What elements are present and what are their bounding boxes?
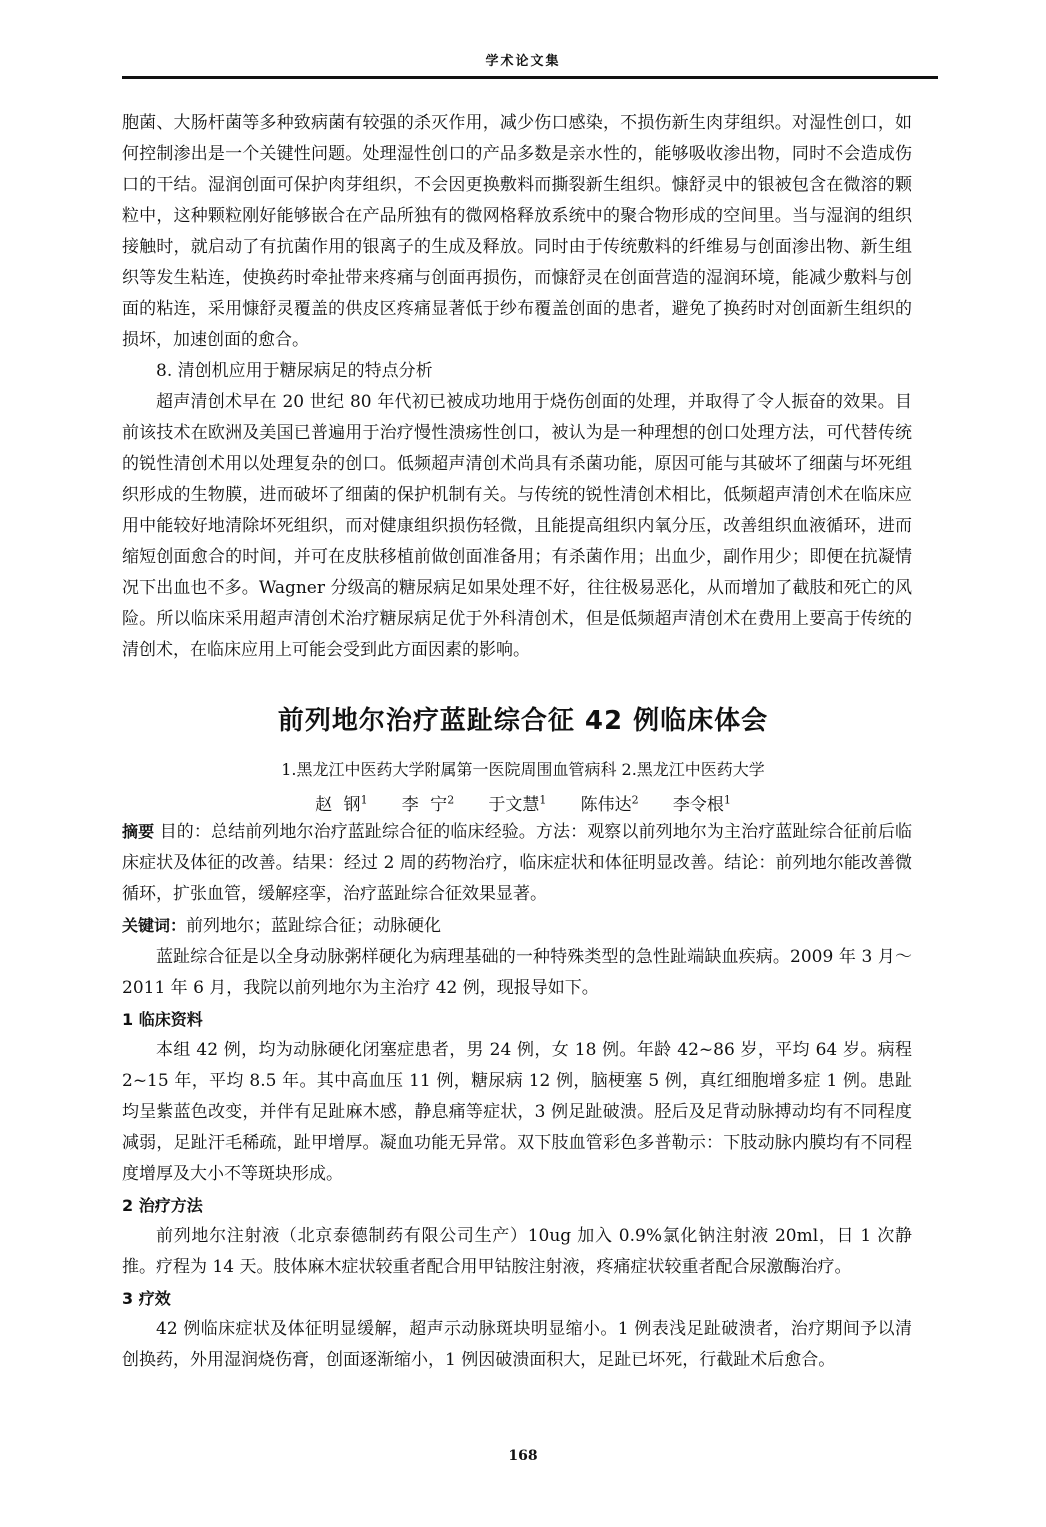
section-text: 本组 42 例，均为动脉硬化闭塞症患者，男 24 例，女 18 例。年龄 42~86 岁，平均 64 岁。病程 2~15 年，平均 8.5 年。其中高血压 11 例，糖尿病 12 例，脑梗塞 5 例，真红细胞增多症 1 例。患趾均呈紫蓝色改变，并伴有足趾麻木感，静息痛等症状，3 例足趾破溃。胫后及足背动脉搏动均有不同程度减弱，足趾汗毛稀疏，趾甲增厚。凝血功能无异常。双下肢血管彩色多普勒示：下肢动脉内膜均有不同程度增厚及大小不等斑块形成。: [122, 1040, 912, 1184]
page-number: 168: [508, 1448, 538, 1464]
section-subheading: 8. 清创机应用于糖尿病足的特点分析: [156, 361, 433, 381]
section-text: 42 例临床症状及体征明显缓解，超声示动脉斑块明显缩小。1 例表浅足趾破溃者，治疗期间予以清创换药，外用湿润烧伤膏，创面逐渐缩小，1 例因破溃面积大，足趾已坏死，行截趾术后愈合。: [122, 1319, 912, 1370]
author: 陈伟达$^2$: [580, 793, 639, 815]
author: 李 宁$^2$: [401, 793, 455, 815]
introduction: 蓝趾综合征是以全身动脉粥样硬化为病理基础的一种特殊类型的急性趾端缺血疾病。2009 年 3 月～2011 年 6 月，我院以前列地尔为主治疗 42 例，现报导如下。: [122, 947, 912, 998]
keywords: [122, 910, 912, 942]
section-heading: 2 治疗方法: [122, 1196, 203, 1215]
previous-article-continuation: [122, 108, 912, 666]
author: 赵 钢$^1$: [315, 793, 368, 815]
author: 李令根$^1$: [672, 793, 731, 815]
abstract: [122, 816, 912, 910]
author: 于文慧$^1$: [488, 793, 547, 815]
author-affiliation: 1.黑龙江中医药大学附属第一医院周围血管病科 2.黑龙江中医药大学: [281, 760, 765, 779]
keywords-text: 前列地尔；蓝趾综合征；动脉硬化: [186, 916, 442, 936]
body-paragraph: 胞菌、大肠杆菌等多种致病菌有较强的杀灭作用，减少伤口感染，不损伤新生肉芽组织。对湿性创口，如何控制渗出是一个关键性问题。处理湿性创口的产品多数是亲水性的，能够吸收渗出物，同时不会造成伤口的干结。湿润创面可保护肉芽组织，不会因更换敷料而撕裂新生组织。慷舒灵中的银被包含在微溶的颗粒中，这种颗粒刚好能够嵌合在产品所独有的微网格释放系统中的聚合物形成的空间里。当与湿润的组织接触时，就启动了有抗菌作用的银离子的生成及释放。同时由于传统敷料的纤维易与创面渗出物、新生组织等发生粘连，使换药时牵扯带来疼痛与创面再损伤，而慷舒灵在创面营造的湿润环境，能减少敷料与创面的粘连，采用慷舒灵覆盖的供皮区疼痛显著低于纱布覆盖创面的患者，避免了换药时对创面新生组织的损坏，加速创面的愈合。: [122, 113, 912, 350]
section-text: 前列地尔注射液（北京泰德制药有限公司生产）10ug 加入 0.9%氯化钠注射液 20ml，日 1 次静推。疗程为 14 天。肢体麻木症状较重者配合用甲钴胺注射液，疼痛症状较重者配合尿激酶治疗。: [122, 1226, 912, 1277]
keywords-label: 关键词：: [122, 916, 187, 935]
body-paragraph: 超声清创术早在 20 世纪 80 年代初已被成功地用于烧伤创面的处理，并取得了令人振奋的效果。目前该技术在欧洲及美国已普遍用于治疗慢性溃疡性创口，被认为是一种理想的创口处理方法，可代替传统的锐性清创术用以处理复杂的创口。低频超声清创术尚具有杀菌功能，原因可能与其破坏了细菌与坏死组织形成的生物膜，进而破坏了细菌的保护机制有关。与传统的锐性清创术相比，低频超声清创术在临床应用中能较好地清除坏死组织，而对健康组织损伤轻微，且能提高组织内氧分压，改善组织血液循环，进而缩短创面愈合的时间，并可在皮肤移植前做创面准备用；有杀菌作用；出血少，副作用少；即便在抗凝情况下出血也不多。Wagner 分级高的糖尿病足如果处理不好，往往极易恶化，从而增加了截肢和死亡的风险。所以临床采用超声清创术治疗糖尿病足优于外科清创术，但是低频超声清创术在费用上要高于传统的清创术，在临床应用上可能会受到此方面因素的影响。: [122, 392, 912, 660]
section-heading: 1 临床资料: [122, 1010, 203, 1029]
article-body: [122, 816, 912, 1376]
article-title: 前列地尔治疗蓝趾综合征 42 例临床体会: [277, 706, 769, 736]
section-heading: 3 疗效: [122, 1289, 171, 1308]
header-rule: [122, 76, 938, 79]
author-list: [0, 786, 1046, 819]
abstract-text: 目的：总结前列地尔治疗蓝趾综合征的临床经验。方法：观察以前列地尔为主治疗蓝趾综合征前后临床症状及体征的改善。结果：经过 2 周的药物治疗，临床症状和体征明显改善。结论：前列地尔能改善微循环，扩张血管，缓解痉挛，治疗蓝趾综合征效果显著。: [122, 822, 912, 904]
running-header: 学术论文集: [485, 54, 561, 69]
abstract-label: 摘要: [122, 822, 155, 841]
